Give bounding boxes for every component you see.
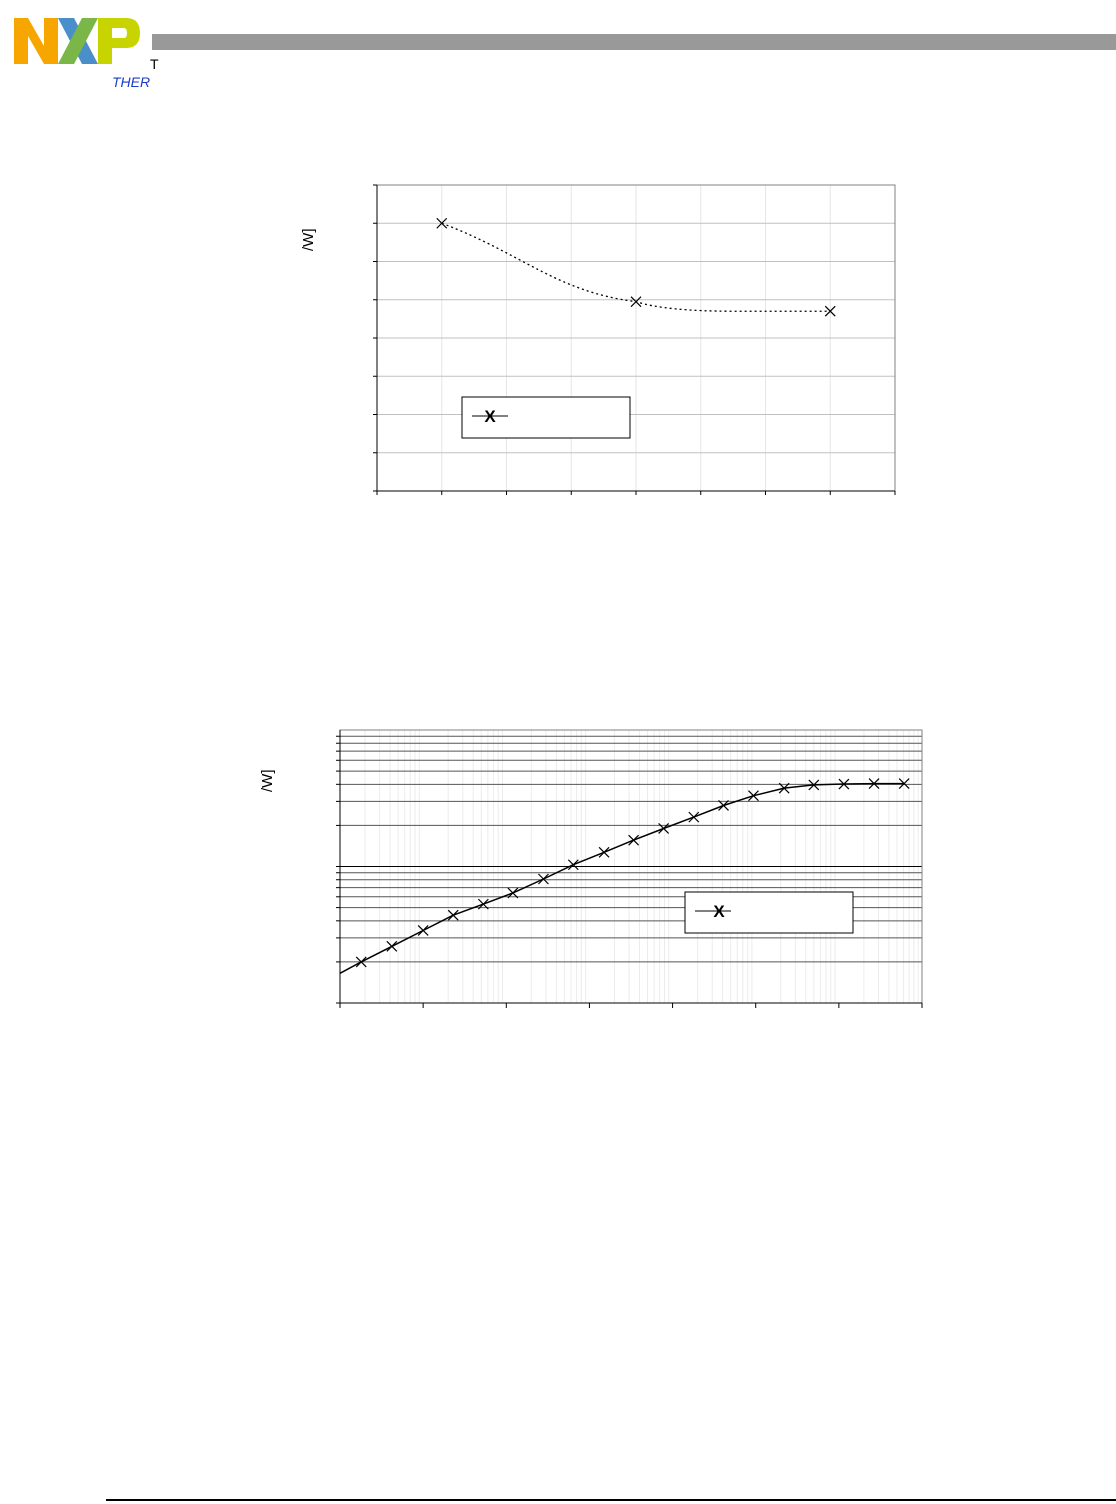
chart-2: [325, 722, 935, 1022]
chart2-point-12: [719, 800, 729, 810]
chart2-legend-marker: X: [713, 902, 725, 921]
chart2-point-1: [387, 941, 397, 951]
chart2-series-line: [340, 784, 904, 974]
chart2-legend-box: [685, 892, 853, 933]
chart1-legend: [462, 397, 630, 438]
logo-n-shape: [14, 18, 58, 64]
chart2-point-8: [599, 847, 609, 857]
chart2-point-13: [748, 791, 758, 801]
chart2-legend: [685, 892, 853, 933]
chart1-y-unit: /W]: [300, 228, 317, 251]
chart2-y-unit: /W]: [259, 769, 276, 792]
chart2-point-3: [448, 910, 458, 920]
chart-1: [360, 175, 920, 505]
chart2-plot-area: [336, 730, 922, 1008]
chart2-series: [340, 779, 909, 974]
logo-p-shape: [98, 18, 140, 64]
chart1-legend-marker: X: [484, 407, 496, 426]
chart2-point-6: [538, 874, 548, 884]
nxp-logo: [14, 18, 140, 64]
header-rule: [152, 34, 1116, 50]
chart2-point-9: [629, 835, 639, 845]
chart1-plot-area: [373, 185, 895, 495]
header-subtitle: THER: [112, 74, 151, 90]
footer-rule: [106, 1499, 1116, 1501]
header-title: T: [150, 56, 159, 72]
